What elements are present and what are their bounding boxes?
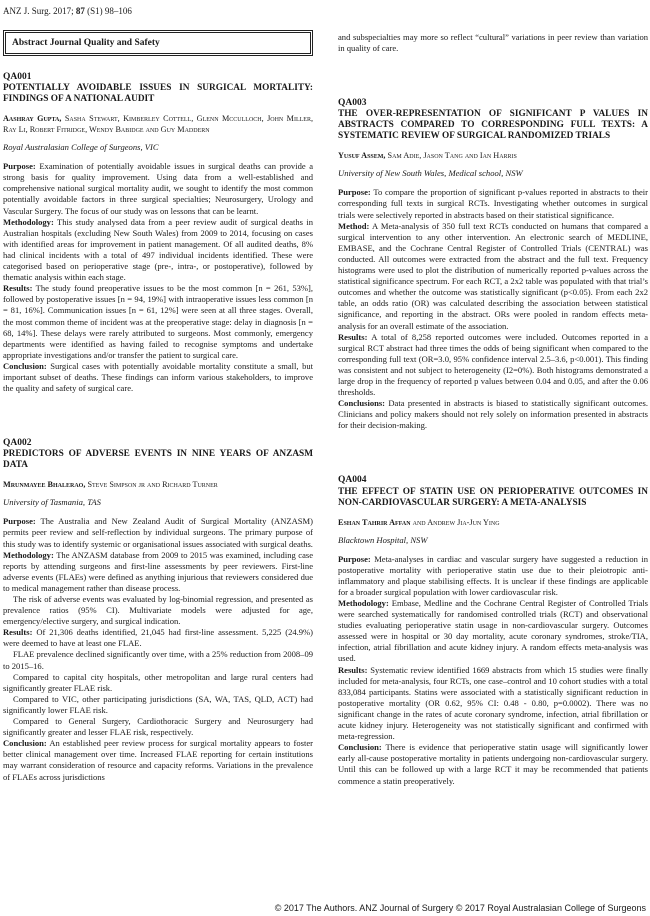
results-text: Of 21,306 deaths identified, 21,045 had first-line assessment. 5,225 (24.9%) were deemed to have at least one FLAE. [3, 627, 313, 649]
results-label: Results: [338, 331, 368, 342]
abstract-qa001 [3, 72, 313, 394]
abstract-affiliation: University of Tasmania, TAS [3, 497, 101, 508]
abstract-body [3, 516, 313, 782]
abstract-affiliation: Royal Australasian College of Surgeons, VIC [3, 142, 159, 153]
abstract-affiliation: University of New South Wales, Medical school, NSW [338, 168, 523, 179]
results-paragraph-2: FLAE prevalence declined significantly over time, with a 25% reduction from 2008–09 to 2015–16. [3, 649, 313, 671]
author-first: Mrunmayee Bhalerao, [3, 480, 86, 490]
abstract-code: QA004 [338, 475, 367, 486]
results-text: A total of 8,258 reported outcomes were included. Outcomes reported in a surgical RCT abstract had three times the odds of being significant when compared to the corresponding full text (OR=3.0, 95% confidence interval 2.5–3.6, p<0.001). This finding was consistent and not subject to heterogeneity (I2=0%). Both histograms demonstrated a large drop in the frequency of reported p values between 0.04 and 0.05, and after the 0.06 thresholds. [338, 331, 648, 398]
abstract-title: THE OVER-REPRESENTATION OF SIGNIFICANT P VALUES IN ABSTRACTS COMPARED TO CORRESPONDING FULL TEXTS: A SYSTEMATIC REVIEW OF SURGICAL RANDOMIZED TRIALS [338, 109, 648, 142]
abstract-authors [338, 517, 648, 528]
conclusion-label: Conclusion: [338, 742, 382, 753]
purpose-text: To compare the proportion of significant p-values reported in abstracts to their corresponding full texts in surgical RCTs. Investigating whether outcomes in surgical trials were selectively reported in abstracts based on their statistical significance. [338, 187, 648, 220]
abstract-qa004 [338, 475, 648, 786]
method-label: Methodology: [338, 598, 389, 608]
purpose-label: Purpose: [3, 161, 36, 172]
journal-volume: 87 [75, 6, 85, 16]
results-label: Results: [3, 627, 33, 638]
journal-pages: (S1) 98–106 [87, 6, 132, 16]
conclusion-label: Conclusion: [3, 738, 47, 749]
abstract-qa002 [3, 438, 313, 782]
results-text: The study found preoperative issues to be the most common [n = 261, 53%], followed by postoperative issues [n = 94, 19%] with intraoperative issues less common [n = 81, 16%]. Communication issues [n = 61, 12%] were seen at all three stages. Overall, the most common theme of incident was at the preoperative stage: delay in diagnosis [n = 68, 14%]. These delays were rarely attributed to surgeons. Most commonly, emergency departments were identified as having failed to recognise symptoms and undertake appropriate investigations and/or transfer the patient to surgical care. [3, 283, 313, 360]
section-box [3, 30, 313, 56]
purpose-label: Purpose: [338, 553, 371, 564]
abstract-body [338, 554, 648, 787]
method-text: The ANZASM database from 2009 to 2015 was examined, including case reports by attending surgeons and first-line assessments by peer reviewers. First-line adverse events (FLAEs) were defined as anything injurious that reviewers considered due to medical management rather than disease process. [3, 549, 313, 593]
purpose-text: The Australia and New Zealand Audit of Surgical Mortality (ANZASM) permits peer review and self-reflection by individual surgeons. The primary purpose of this study was to identify systemic or organisational issues associated with surgical deaths. [3, 516, 313, 549]
abstract-authors [3, 479, 313, 490]
conclusion-text: Data presented in abstracts is biased to statistically significant outcomes. Clinicians and policy makers should not rely solely on information presented in abstracts for their decision-making. [338, 398, 648, 431]
abstract-body [3, 161, 313, 394]
abstract-title: PREDICTORS OF ADVERSE EVENTS IN NINE YEARS OF ANZASM DATA [3, 449, 313, 471]
conclusion-text: An established peer review process for surgical mortality appears to foster better clinical management over time. Increased FLAE reporting for certain institutions may warrant consideration of resource and capacity reforms. Variations in the prevalence of FLAEs across jurisdictions [3, 738, 313, 782]
right-column [338, 32, 648, 787]
purpose-text: Examination of potentially avoidable issues in surgical deaths can provide a strong basis for quality improvement. Using data from a well-established and comprehensive national surgical mortality audit, we sought to identify the most common potentially avoidable factors in three surgical specialties; Neurosurgery, Urology and Vascular Surgery. The focus of our study was on lessons that can be learnt. [3, 161, 313, 216]
abstract-title: POTENTIALLY AVOIDABLE ISSUES IN SURGICAL MORTALITY: FINDINGS OF A NATIONAL AUDIT [3, 83, 313, 105]
method-paragraph-2: The risk of adverse events was evaluated by log-binomial regression, and presented as prevalence ratios (95% CI). Multivariate models were adjusted for age, emergency/elective surgery, and surgical indication. [3, 594, 313, 627]
purpose-label: Purpose: [3, 516, 36, 527]
method-text: A Meta-analysis of 350 full text RCTs conducted on humans that compared a surgical intervention to any other intervention. An electronic search of MEDLINE, EMBASE, and the Cochrane Central Register of Controlled Trials (CENTRAL) was conducted. All outcomes were extracted from the abstract and the full text. Frequency histograms were used to plot the distribution of numerically reported p-values across the statistical significance spectrum. For each RCT, a 2x2 table was populated with that trial’s outcomes and whether the outcome was statistically significant (p<0.05). From each 2x2 table, an odds ratio (OR) was calculated describing the association between statistical significance, and reporting in the abstract. ORs were pooled in random effects meta-analysis for an overall estimate of the association. [338, 220, 648, 331]
method-label: Method: [338, 220, 370, 231]
abstract-code: QA002 [3, 438, 32, 449]
continued-text: and subspecialties may more so reflect “cultural” variations in peer review than variation in quality of care. [338, 32, 648, 54]
abstract-code: QA001 [3, 72, 32, 82]
results-label: Results: [338, 664, 368, 675]
author-first: Aashray Gupta, [3, 114, 62, 124]
method-label: Methodology: [3, 549, 54, 560]
journal-year: 2017; [53, 6, 74, 16]
author-first: Yusuf Assem, [338, 151, 386, 161]
copyright-footer: © 2017 The Authors. ANZ Journal of Surgery © 2017 Royal Australasian College of Surgeons [274, 903, 646, 913]
results-paragraph-5: Compared to General Surgery, Cardiothoracic Surgery and Neurosurgery had significantly greater and lesser FLAE risk, respectively. [3, 716, 313, 738]
conclusion-text: There is evidence that perioperative statin usage will significantly lower early all-cause postoperative mortality in patients undergoing non-cardiovascular surgery. Until this can be followed up with a large RCT it may be recommended that patients commence a statin preoperatively. [338, 742, 648, 786]
method-text: This study analysed data from a peer review audit of surgical deaths in Australian hospitals (excluding New South Wales) from 2009 to 2014, focusing on cases with identified areas for improvement in patient management. Of all audited deaths, 8% had clinical incidents with a total of 497 individual incidents identified. These were categorised based on perioperative stage (pre-, intra-, or postoperative), followed by thematic analysis within each stage. [3, 216, 313, 283]
authors-rest: Sam Adie, Jason Tang and Ian Harris [385, 151, 517, 161]
method-label: Methodology: [3, 216, 54, 227]
abstract-body [338, 187, 648, 431]
results-text: Systematic review identified 1669 abstracts from which 15 studies were finally included for meta-analysis, four RCTs, one case–control and 10 cohort studies with a total 833,084 participants. Statins were associated with a statistically significant reduction in postoperative mortality (OR 0.62, 95% CI: 0.48 - 0.80, p=0.0002). There was no significant change in the rates of acute coronary syndrome, infection, atrial fibrillation or acute kidney injury. Heterogeneity was not statistically significant and confirmed with meta-regression. [338, 664, 648, 742]
method-text: Embase, Medline and the Cochrane Central Register of Controlled Trials were searched systematically for randomised controlled trials (RCT) and observational studies evaluating perioperative statin usage in non-cardiovascular surgery. Outcomes assessed were in hospital or 30 day mortality, acute coronary syndromes, stroke/TIA, infection, atrial fibrillation and acute kidney injury. A random effects meta-analysis was used. [338, 598, 648, 664]
left-column [3, 30, 313, 783]
purpose-text: Meta-analyses in cardiac and vascular surgery have suggested a reduction in postoperative mortality with perioperative statin use due to their pleiotropic anti-inflammatory and plaque stabilising effects. It is unclear if these findings are applicable for a broader surgical population with lower cardiovascular risk. [338, 553, 648, 597]
results-paragraph-4: Compared to VIC, other participating jurisdictions (SA, WA, TAS, QLD, ACT) had significantly lower FLAE risk. [3, 693, 313, 715]
conclusion-label: Conclusions: [338, 398, 386, 409]
journal-name: ANZ J. Surg. [3, 6, 51, 16]
abstract-affiliation: Blacktown Hospital, NSW [338, 534, 428, 545]
running-header [3, 6, 132, 16]
abstract-authors [3, 113, 313, 135]
conclusion-label: Conclusion: [3, 360, 47, 371]
results-label: Results: [3, 283, 33, 294]
authors-rest: and Andrew Jia-Jun Ying [410, 517, 500, 527]
abstract-qa003 [338, 98, 648, 431]
purpose-label: Purpose: [338, 187, 371, 198]
abstract-title: THE EFFECT OF STATIN USE ON PERIOPERATIVE OUTCOMES IN NON-CARDIOVASCULAR SURGERY: A META-ANALYSIS [338, 486, 648, 508]
conclusion-text: Surgical cases with potentially avoidable mortality constitute a small, but important subset of deaths. These findings can inform various stakeholders, to improve the quality and safety of surgical care. [3, 360, 313, 394]
author-first: Eshan Tahrir Affan [338, 517, 411, 527]
authors-rest: Steve Simpson jr and Richard Turner [85, 480, 218, 490]
authors-rest: Sasha Stewart, Kimberley Cottell, Glenn Mcculloch, John Miller, Ray Li, Robert Fitridge, Wendy Babidge and Guy Maddern [3, 114, 313, 135]
abstract-authors [338, 150, 648, 161]
abstract-code: QA003 [338, 98, 367, 109]
section-box-title: Abstract Journal Quality and Safety [5, 32, 311, 54]
results-paragraph-3: Compared to capital city hospitals, other metropolitan and large rural centers had significantly greater FLAE risk. [3, 671, 313, 693]
